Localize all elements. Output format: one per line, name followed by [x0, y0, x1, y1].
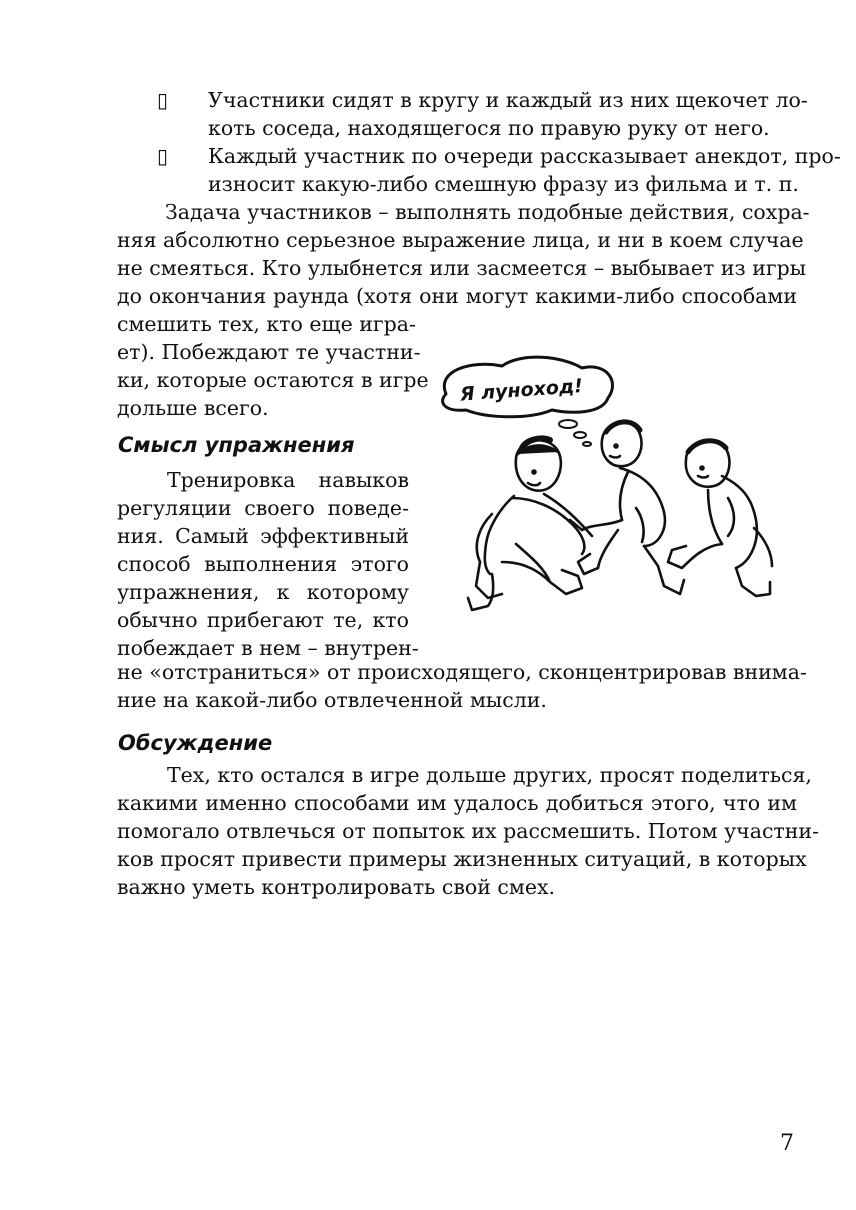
meaning-line-2: регуляции своего поведе-	[117, 496, 409, 520]
page-number: 7	[780, 1131, 794, 1156]
meaning-line-1: Тренировка навыков	[167, 468, 409, 492]
meaning-line-7: побеждает в нем – внутрен-	[117, 636, 419, 660]
speech-bubble-text: Я луноход!	[459, 375, 584, 406]
discussion-line-4: ков просят привести примеры жизненных ситуаций, в которых	[117, 847, 807, 871]
meaning-line-4: способ выполнения этого	[117, 552, 409, 576]
task-line-3: не смеяться. Кто улыбнется или засмеется – выбывает из игры	[117, 256, 807, 280]
bullet-1-line-1: Участники сидят в кругу и каждый из них щекочет ло-	[208, 88, 808, 112]
meaning-line-6: обычно прибегают те, кто	[117, 608, 409, 632]
bullet-1-line-2: коть соседа, находящегося по правую руку от него.	[208, 116, 770, 140]
task-line-7: ки, которые остаются в игре	[117, 368, 429, 392]
child-figure-middle	[570, 422, 684, 594]
bullet-icon: ▯	[157, 144, 169, 168]
bullet-2-line-1: Каждый участник по очереди рассказывает анекдот, про-	[208, 144, 841, 168]
task-line-1: Задача участников – выполнять подобные действия, сохра-	[165, 200, 810, 224]
task-line-2: няя абсолютно серьезное выражение лица, и ни в коем случае	[117, 228, 804, 252]
discussion-line-1: Тех, кто остался в игре дольше других, просят поделиться,	[167, 763, 812, 787]
child-figure-right	[668, 440, 772, 596]
task-line-5: смешить тех, кто еще игра-	[117, 312, 416, 336]
bullet-icon: ▯	[157, 88, 169, 112]
meaning-heading: Смысл упражнения	[118, 433, 355, 457]
meaning-line-9: ние на какой-либо отвлеченной мысли.	[117, 688, 547, 712]
bullet-2-line-2: износит какую-либо смешную фразу из фильма и т. п.	[208, 172, 799, 196]
discussion-line-5: важно уметь контролировать свой смех.	[117, 875, 556, 899]
meaning-line-3: ния. Самый эффективный	[117, 524, 409, 548]
speech-bubble	[443, 357, 613, 446]
discussion-line-2: какими именно способами им удалось добиться этого, что им	[117, 791, 797, 815]
task-line-4: до окончания раунда (хотя они могут какими-либо способами	[117, 284, 797, 308]
children-walking-illustration	[432, 348, 802, 620]
meaning-line-8: не «отстраниться» от происходящего, сконцентрировав внима-	[117, 660, 807, 684]
discussion-heading: Обсуждение	[118, 731, 273, 755]
meaning-line-5: упражнения, к которому	[117, 580, 409, 604]
discussion-line-3: помогало отвлечься от попыток их рассмешить. Потом участни-	[117, 819, 820, 843]
task-line-8: дольше всего.	[117, 396, 269, 420]
task-line-6: ет). Побеждают те участни-	[117, 340, 421, 364]
